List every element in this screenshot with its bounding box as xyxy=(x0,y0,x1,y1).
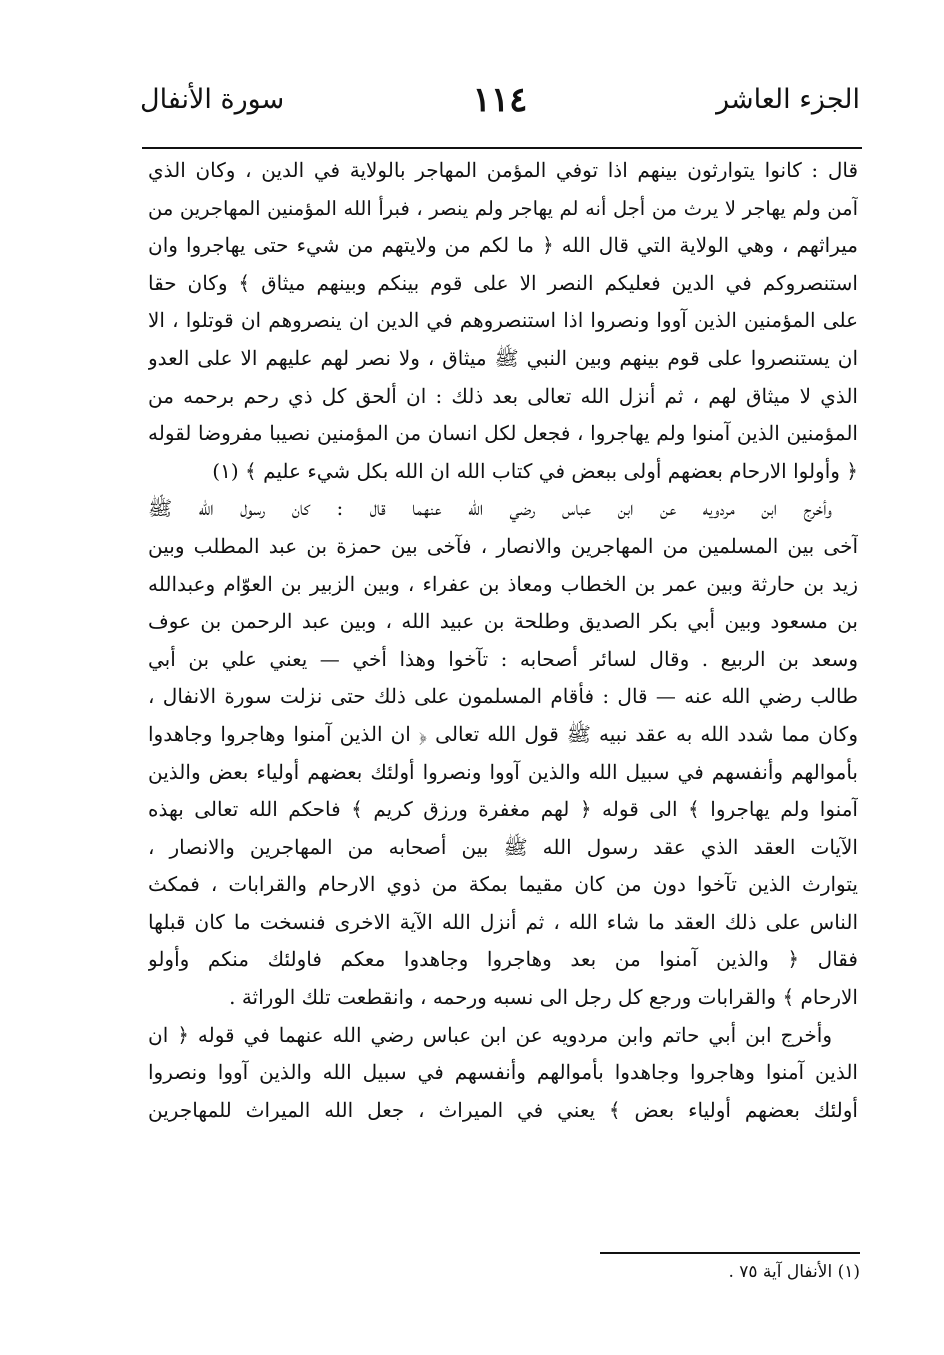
text-line: الناس على ذلك العقد ما شاء الله ، ثم أنزل الله الآية الاخرى فنسخت ما كان قبلها xyxy=(148,909,858,934)
text-line: ميراثهم ، وهي الولاية التي قال الله ﴿ ما لكم من ولايتهم من شيء حتى يهاجروا وان xyxy=(148,233,858,258)
text-line: آمن ولم يهاجر لا يرث من أجل أنه لم يهاجر ولم ينصر ، فبرأ الله المؤمنين المهاجرين من xyxy=(148,196,858,220)
text-line: المؤمنين الذين آمنوا ولم يهاجروا ، فجعل لكل انسان من المؤمنين نصيبا مفروضا لقوله xyxy=(148,421,858,446)
surah-title: سورة الأنفال xyxy=(140,84,285,115)
text-line: ان يستنصروا على قوم بينهم وبين النبي ﷺ ميثاق ، ولا نصر لهم عليهم الا على العدو xyxy=(148,345,858,370)
text-line: فقال ﴿ والذين آمنوا من بعد وهاجروا وجاهدوا معكم فاولئك منكم وأولو xyxy=(148,947,858,972)
juz-title: الجزء العاشر xyxy=(716,84,860,115)
text-line: استنصروكم في الدين فعليكم النصر الا على قوم بينكم وبينهم ميثاق ﴾ وكان حقا xyxy=(148,270,858,295)
text-line: أولئك بعضهم أولياء بعض ﴾ يعني في الميراث ، جعل الله الميراث للمهاجرين xyxy=(148,1097,858,1122)
text-line: على المؤمنين الذين آووا ونصروا اذا استنصروهم في الدين ان ينصروهم ان قوتلوا ، الا xyxy=(148,308,858,333)
text-line: الارحام ﴾ والقرابات ورجع كل رجل الى نسبه ورحمه ، وانقطعت تلك الوراثة . xyxy=(229,985,858,1010)
footnote: (١) الأنفال آية ٧٥ . xyxy=(728,1262,860,1282)
text-line: الذي لا ميثاق لهم ، ثم أنزل الله تعالى بعد ذلك : ان ألحق كل ذي رحم برحمه من xyxy=(148,383,858,408)
text-line: وسعد بن الربيع . وقال لسائر أصحابه : تآخوا وهذا أخي — يعني علي بن أبي xyxy=(148,646,858,671)
text-line: ﴿ وأولوا الارحام بعضهم أولى ببعض في كتاب الله ان الله بكل شيء عليم ﴾ (١) xyxy=(212,458,858,483)
text-line: وأخرج ابن مردويه عن ابن عباس رضي الله عنهما قال : كان رسول الله ﷺ xyxy=(148,496,832,521)
text-line: طالب رضي الله عنه — قال : فأقام المسلمون على ذلك حتى نزلت سورة الانفال ، xyxy=(148,684,858,709)
text-line: بن مسعود وبين أبي بكر الصديق وطلحة بن عبيد الله ، وبين عبد الرحمن بن عوف xyxy=(148,609,858,634)
text-line: وكان مما شدد الله به عقد نبيه ﷺ قول الله تعالى ﴿ ان الذين آمنوا وهاجروا وجاهدوا xyxy=(148,721,858,746)
text-line: وأخرج ابن أبي حاتم وابن مردويه عن ابن عباس رضي الله عنهما في قوله ﴿ ان xyxy=(148,1022,832,1047)
header-divider xyxy=(142,147,862,149)
text-line: الآيات العقد الذي عقد رسول الله ﷺ بين أصحابه من المهاجرين والانصار ، xyxy=(148,834,858,859)
text-line: يتوارث الذين تآخوا دون من كان مقيما بمكة من ذوي الارحام والقرابات ، فمكث xyxy=(148,872,858,897)
text-line: الذين آمنوا وهاجروا وجاهدوا بأموالهم وأنفسهم في سبيل الله والذين آووا ونصروا xyxy=(148,1060,858,1085)
text-line: قال : كانوا يتوارثون بينهم اذا توفي المؤمن المهاجر بالولاية في الدين ، وكان الذي xyxy=(148,158,858,182)
running-header xyxy=(140,80,860,134)
text-line: بأموالهم وأنفسهم في سبيل الله والذين آووا ونصروا أولئك بعضهم أولياء بعض والذين xyxy=(148,759,858,784)
main-text xyxy=(148,152,858,1129)
text-line: آخى بين المسلمين من المهاجرين والانصار ، فآخى بين حمزة بن عبد المطلب وبين xyxy=(148,533,858,558)
page-number: ١١٤ xyxy=(472,80,528,120)
text-line: زيد بن حارثة وبين عمر بن الخطاب ومعاذ بن عفراء ، وبين الزبير بن العوّام وعبدالله xyxy=(148,571,858,596)
text-line: آمنوا ولم يهاجروا ﴾ الى قوله ﴿ لهم مغفرة ورزق كريم ﴾ فاحكم الله تعالى بهذه xyxy=(148,797,858,822)
footnote-divider xyxy=(600,1252,860,1254)
